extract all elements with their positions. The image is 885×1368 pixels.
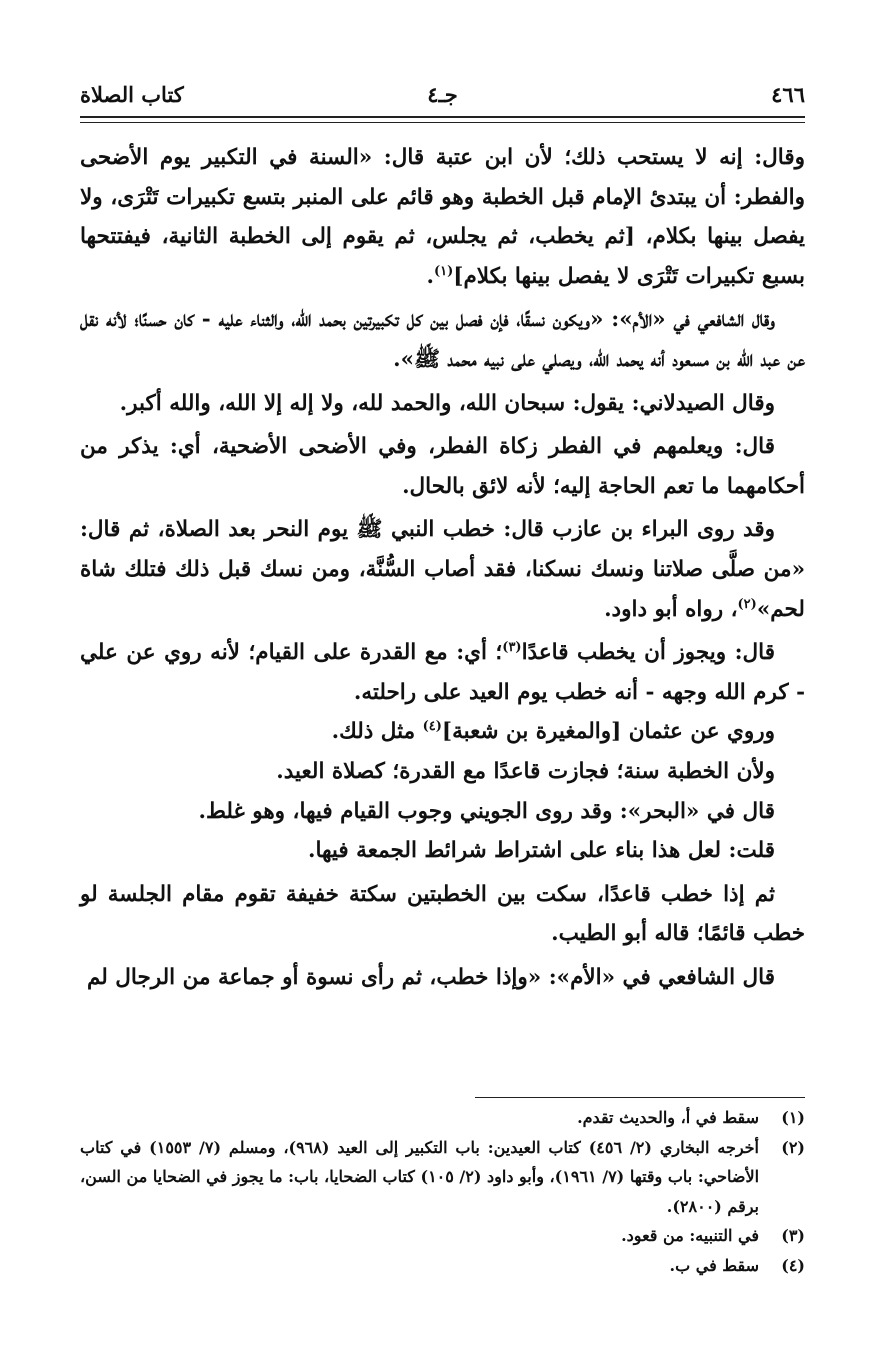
paragraph-text: قال في «البحر»: وقد روى الجويني وجوب القيام فيها، وهو غلط.	[198, 798, 775, 824]
footnote-marker: (٤)	[422, 719, 442, 735]
paragraph-text: .	[426, 263, 434, 289]
footnote-number: (٣)	[781, 1226, 805, 1245]
paragraph-text: وقد روى البراء بن عازب قال: خطب النبي ﷺ يوم النحر بعد الصلاة، ثم قال: «من صلَّى صلاتنا ونسك نسكنا، فقد أصاب السُّنَّة، ومن نسك قبل ذلك فتلك شاة لحم»	[80, 517, 806, 622]
paragraph	[80, 384, 805, 424]
paragraph-text: وقال الشافعي في «الأم»: «ويكون نسقًا، فإن فصل بين كل تكبيرتين بحمد الله، والثناء عليه - كان حسنًا؛ لأنه نقل عن عبد الله بن مسعود أنه يحمد الله، ويصلي على نبيه محمد ﷺ».	[80, 307, 805, 372]
paragraph-text: قال: ويعلمهم في الفطر زكاة الفطر، وفي الأضحى الأضحية، أي: يذكر من أحكامهما ما تعم الحاجة إليه؛ لأنه لائق بالحال.	[80, 434, 805, 499]
page-header	[80, 82, 805, 112]
footnote-item	[80, 1133, 805, 1222]
paragraph	[80, 712, 805, 752]
paragraph-text: وقال الصيدلاني: يقول: سبحان الله، والحمد لله، ولا إله إلا الله، والله أكبر.	[119, 390, 775, 416]
footnote-item	[80, 1103, 805, 1133]
footnote-text: أخرجه البخاري (٢/ ٤٥٦) كتاب العيدين: باب التكبير إلى العيد (٩٦٨)، ومسلم (٧/ ١٥٥٣) في كتاب الأضاحي: باب وقتها (٧/ ١٩٦١)، وأبو داود (٢/ ١٠٥) كتاب الضحايا، باب: ما يجوز في الضحايا من السن، برقم (٢٨٠٠).	[80, 1137, 760, 1216]
paragraph-text: ، رواه أبو داود.	[604, 596, 738, 622]
footnote-text: في التنبيه: من قعود.	[621, 1226, 759, 1245]
paragraph	[80, 138, 805, 296]
footnote-separator	[475, 1097, 805, 1098]
footnote-item	[80, 1221, 805, 1251]
paragraph-text: وقال: إنه لا يستحب ذلك؛ لأن ابن عتبة قال: «السنة في التكبير يوم الأضحى والفطر: أن يبتدئ الإمام قبل الخطبة وهو قائم على المنبر بتسع تكبيرات تَتْرَى، ولا يفصل بينها بكلام، [ثم يخطب، ثم يجلس، ثم يقوم إلى الخطبة الثانية، فيفتتحها بسبع تكبيرات تَتْرَى لا يفصل بينها بكلام]	[80, 145, 805, 289]
paragraph	[80, 300, 805, 379]
paragraph-text: ؛ أي: مع القدرة على القيام؛ لأنه روي عن علي - كرم الله وجهه - أنه خطب يوم العيد على راحلته.	[80, 640, 805, 705]
footnote-marker: (٢)	[737, 596, 757, 612]
paragraph-text: مثل ذلك.	[331, 719, 423, 745]
footnotes	[80, 1103, 805, 1280]
paragraph-text: ولأن الخطبة سنة؛ فجازت قاعدًا مع القدرة؛ كصلاة العيد.	[276, 758, 775, 784]
book-title: كتاب الصلاة	[80, 82, 184, 107]
paragraph	[80, 792, 805, 832]
footnote-text: سقط في ب.	[669, 1255, 759, 1275]
paragraph-text: قال: ويجوز أن يخطب قاعدًا	[521, 640, 775, 666]
footnote-marker: (١)	[433, 263, 454, 279]
paragraph	[80, 958, 805, 998]
footnote-item	[80, 1251, 805, 1281]
main-text	[80, 138, 805, 997]
paragraph-text: وروي عن عثمان [والمغيرة بن شعبة]	[441, 719, 775, 745]
footnote-number: (١)	[781, 1108, 805, 1127]
header-rule-thin	[80, 122, 805, 123]
paragraph	[80, 752, 805, 792]
footnote-text: سقط في أ، والحديث تقدم.	[577, 1108, 759, 1127]
volume-label: جـ٤	[427, 82, 458, 107]
paragraph-text: ثم إذا خطب قاعدًا، سكت بين الخطبتين سكتة خفيفة تقوم مقام الجلسة لو خطب قائمًا؛ قاله أبو الطيب.	[80, 881, 805, 947]
header-rule	[80, 116, 805, 118]
paragraph	[80, 427, 805, 506]
footnote-number: (٢)	[781, 1137, 805, 1157]
paragraph	[80, 510, 805, 629]
footnote-marker: (٣)	[502, 639, 522, 655]
footnote-number: (٤)	[781, 1255, 805, 1275]
paragraph-text: قلت: لعل هذا بناء على اشتراط شرائط الجمعة فيها.	[307, 838, 775, 864]
paragraph-text: قال الشافعي في «الأم»: «وإذا خطب، ثم رأى نسوة أو جماعة من الرجال لم	[86, 964, 775, 990]
paragraph	[80, 633, 805, 712]
paragraph	[80, 831, 805, 871]
page-number: ٤٦٦	[771, 82, 805, 107]
paragraph	[80, 875, 805, 954]
